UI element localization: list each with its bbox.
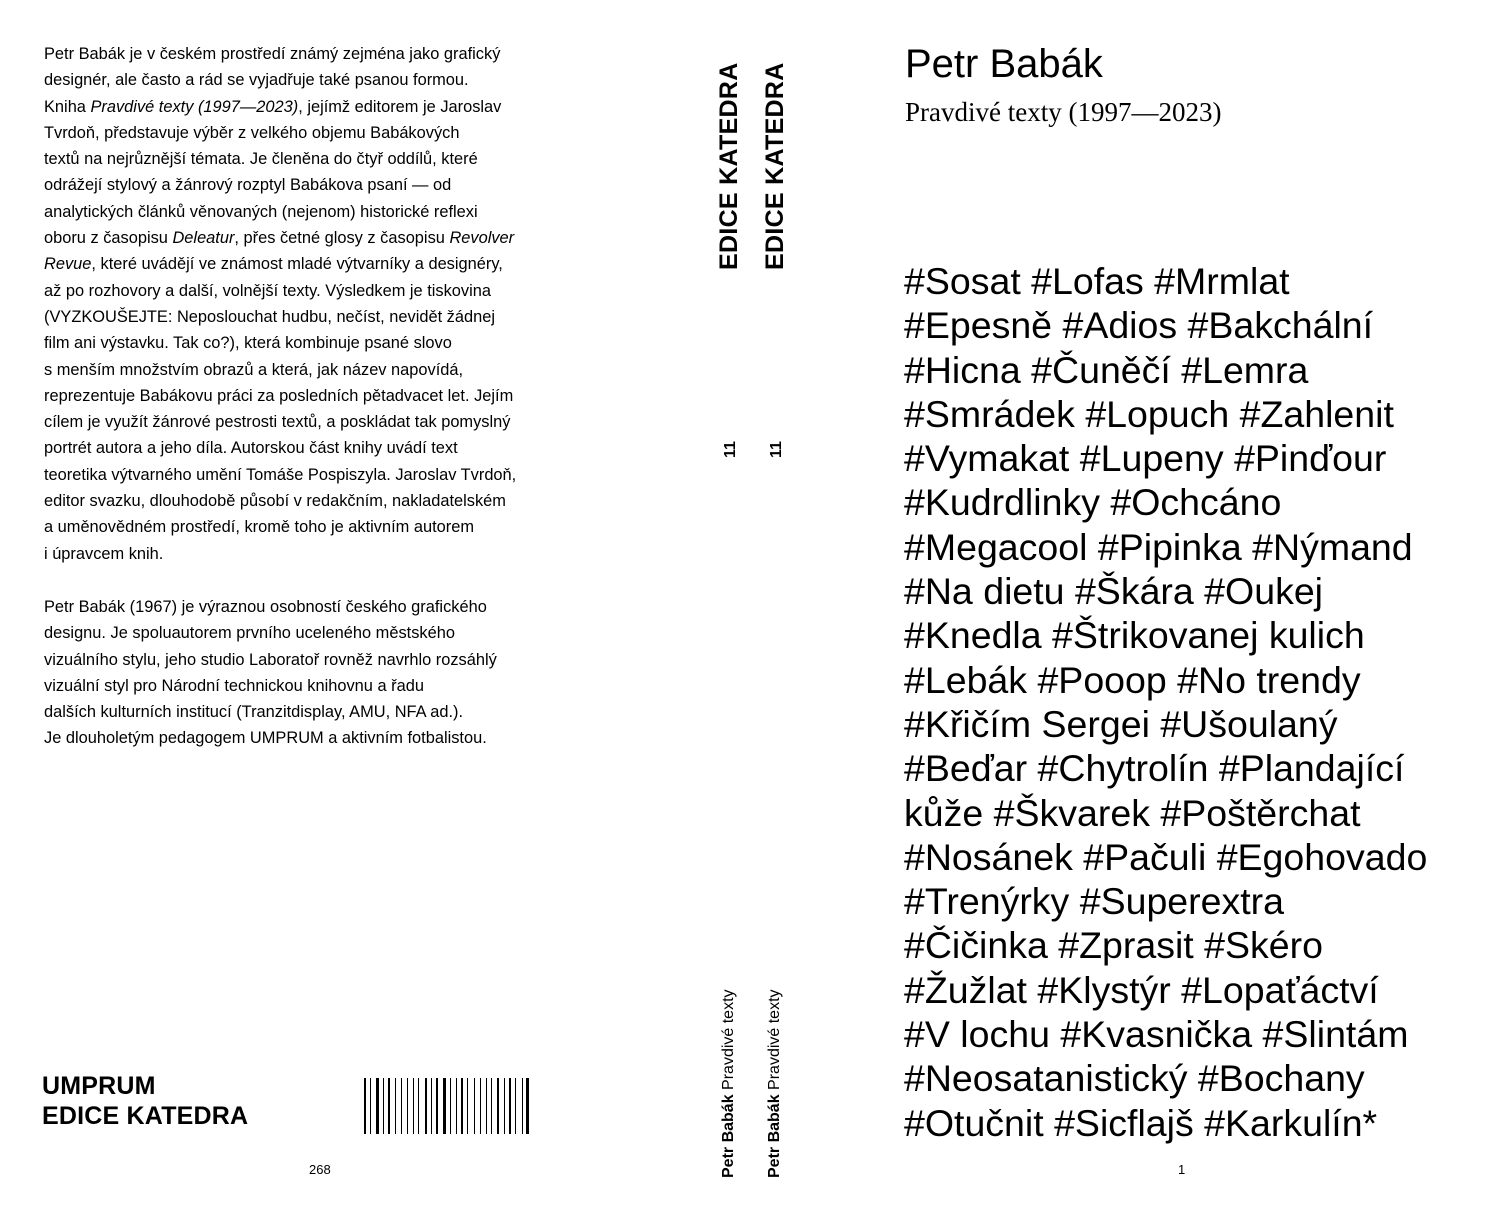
barcode-bar [515,1078,516,1134]
series-name: EDICE KATEDRA [42,1102,249,1130]
blurb-line: vizuálního stylu, jeho studio Laboratoř rovněž navrhlo rozsáhlý [44,650,497,669]
barcode-gap [404,1078,405,1134]
hashtag-line: #Na dietu #Škára #Oukej [904,570,1324,613]
barcode-bar [370,1078,371,1134]
barcode-gap [488,1078,489,1134]
spine-volume-number: 11 [722,441,739,458]
hashtag-list [904,259,1484,1145]
blurb-line: dalších kulturních institucí (Tranzitdisplay, AMU, NFA ad.). [44,703,464,722]
hashtag-line: #Vymakat #Lupeny #Pinďour [904,437,1387,480]
barcode-bar [418,1078,419,1134]
italic-title: Revolver [449,229,515,248]
blurb-line: i úpravcem knih. [44,544,164,563]
barcode-bar [522,1078,523,1134]
spine-left [710,0,750,1211]
barcode-bar [383,1078,384,1134]
page-number-front: 1 [1178,1162,1186,1177]
spine-volume-number: 11 [768,441,785,458]
spine-area [690,0,810,1211]
publisher-name: UMPRUM [42,1072,156,1100]
hashtag-line: kůže #Škvarek #Poštěrchat [904,791,1361,834]
barcode-gap [368,1078,369,1134]
barcode-gap [470,1078,473,1134]
barcode-bar [480,1078,482,1134]
blurb-line: Je dlouholetým pedagogem UMPRUM a aktivním fotbalistou. [44,729,487,748]
barcode-gap [483,1078,484,1134]
blurb-line: portrét autora a jeho díla. Autorskou část knihy uvádí text [44,439,458,458]
barcode-bar [436,1078,438,1134]
blurb-line: odrážejí stylový a žánrový rozptyl Babákova psaní — od [44,176,452,195]
spine-author-title [766,989,784,1178]
barcode-bar [504,1078,505,1134]
hashtag-line: #V lochu #Kvasnička #Slintám [904,1013,1409,1056]
hashtag-line: #Knedla #Štrikovanej kulich [904,614,1365,657]
hashtag-line: #Žužlat #Klystýr #Lopaťáctví [904,968,1379,1011]
blurb-line: Tvrdoň, představuje výběr z velkého objemu Babákových [44,123,460,142]
hashtag-line: #Epesně #Adios #Bakchální [904,304,1374,347]
italic-title: Deleatur [172,229,235,248]
barcode-gap [434,1078,435,1134]
spine-right [756,0,796,1211]
hashtag-line: #Čičinka #Zprasit #Skéro [904,924,1323,967]
barcode-bar [425,1078,427,1134]
hashtag-line: #Hicna #Čuněčí #Lemra [904,348,1309,391]
barcode-bar [467,1078,468,1134]
barcode-bar [491,1078,493,1134]
hashtag-line: #Křičím Sergei #Ušoulaný [904,702,1338,745]
barcode-gap [410,1078,411,1134]
cover-title: Pravdivé texty (1997—2023) [905,97,1222,127]
barcode-gap [440,1078,442,1134]
barcode-bar [509,1078,511,1134]
barcode-gap [391,1078,393,1134]
hashtag-line: #Nosánek #Pačuli #Egohovado [904,835,1428,878]
barcode-gap [459,1078,460,1134]
hashtag-line: #Sosat #Lofas #Mrmlat [904,260,1290,302]
cover-author: Petr Babák [905,42,1103,86]
blurb-line: Revue, které uvádějí ve známost mladé výtvarníky a designéry, [44,255,503,274]
spine-author: Petr Babák [720,1094,737,1178]
barcode-gap [524,1078,525,1134]
barcode-bar [388,1078,390,1134]
spine-title: Pravdivé texty [720,989,737,1090]
barcode-bar [474,1078,475,1134]
barcode-bar [431,1078,432,1134]
front-cover [810,0,1500,1211]
blurb-line: designér, ale často a rád se vyjadřuje také psanou formou. [44,71,469,90]
spine-series: EDICE KATEDRA [715,62,743,270]
hashtag-line: #Megacool #Pipinka #Nýmand [904,525,1413,568]
barcode-gap [380,1078,381,1134]
italic-title: Revue [44,255,92,274]
spine-author: Petr Babák [766,1094,783,1178]
blurb-paragraph-1 [44,41,604,567]
barcode-bar [456,1078,457,1134]
page-number-back: 268 [309,1162,331,1177]
barcode-gap [397,1078,400,1134]
hashtag-line: #Smrádek #Lopuch #Zahlenit [904,392,1394,435]
barcode-bar [486,1078,487,1134]
back-cover [0,0,690,1211]
hashtag-line: #Trenýrky #Superextra [904,880,1285,923]
blurb-line: a uměnovědném prostředí, kromě toho je aktivním autorem [44,518,475,537]
barcode-bar [497,1078,500,1134]
blurb-line: analytických článků věnovaných (nejenom) historické reflexi [44,202,478,221]
spine-author-title [720,989,738,1178]
barcode-gap [429,1078,430,1134]
barcode-bar [526,1078,529,1134]
blurb-line: oboru z časopisu Deleatur, přes četné glosy z časopisu Revolver [44,229,515,248]
blurb-line: film ani výstavku. Tak co?), která kombinuje psané slovo [44,334,452,353]
barcode-gap [477,1078,479,1134]
barcode-gap [494,1078,495,1134]
spine-series: EDICE KATEDRA [761,62,789,270]
barcode-gap [513,1078,514,1134]
hashtag-line: #Beďar #Chytrolín #Plandající [904,747,1405,790]
blurb-line: (VYZKOUŠEJTE: Neposlouchat hudbu, nečíst, nevidět žádnej [44,307,495,326]
publisher-logo [42,1071,248,1131]
barcode-bar [450,1078,451,1134]
blurb-line: vizuální styl pro Národní technickou knihovnu a řadu [44,676,424,695]
barcode-bar [395,1078,396,1134]
blurb-line: s menším množstvím obrazů a která, jak název napovídá, [44,360,464,379]
blurb-paragraph-2 [44,594,604,752]
blurb-line: textů na nejrůznější témata. Je členěna do čtyř oddílů, které [44,150,478,169]
blurb-line: designu. Je spoluautorem prvního uceleného městského [44,624,455,643]
italic-title: Pravdivé texty (1997—2023) [90,97,299,116]
barcode-gap [372,1078,374,1134]
blurb-line: reprezentuje Babákovu práci za posledních pětadvacet let. Jejím [44,386,514,405]
barcode-bar [443,1078,446,1134]
blurb-line: teoretika výtvarného umění Tomáše Pospiszyla. Jaroslav Tvrdoň, [44,465,517,484]
barcode-gap [531,1078,533,1134]
spine-title: Pravdivé texty [766,989,783,1090]
barcode-gap [501,1078,502,1134]
blurb-line: Kniha Pravdivé texty (1997—2023), jejímž editorem je Jaroslav [44,97,502,116]
barcode-bar [401,1078,402,1134]
barcode-bar [407,1078,409,1134]
hashtag-line: #Neosatanistický #Bochany [904,1057,1365,1100]
barcode [364,1078,534,1134]
barcode-gap [447,1078,448,1134]
barcode-gap [464,1078,465,1134]
barcode-gap [386,1078,387,1134]
blurb-line: editor svazku, dlouhodobě působí v redakčním, nakladatelském [44,492,506,511]
barcode-bar [461,1078,463,1134]
barcode-gap [421,1078,424,1134]
barcode-bar [413,1078,414,1134]
blurb-line: cílem je využít žánrové pestrosti textů, a poskládat tak pomyslný [44,413,511,432]
barcode-gap [415,1078,417,1134]
barcode-bar [364,1078,366,1134]
barcode-bar [376,1078,379,1134]
hashtag-line: #Kudrdlinky #Ochcáno [904,481,1282,524]
blurb-line: Petr Babák je v českém prostředí známý zejména jako grafický [44,45,501,63]
barcode-gap [518,1078,520,1134]
barcode-gap [506,1078,508,1134]
blurb-line: až po rozhovory a další, volnější texty. Výsledkem je tiskovina [44,281,491,300]
hashtag-line: #Otučnit #Sicflajš #Karkulín* [904,1101,1378,1144]
barcode-gap [453,1078,455,1134]
hashtag-line: #Lebák #Pooop #No trendy [904,658,1361,701]
blurb-line: Petr Babák (1967) je výraznou osobností českého grafického [44,598,487,616]
